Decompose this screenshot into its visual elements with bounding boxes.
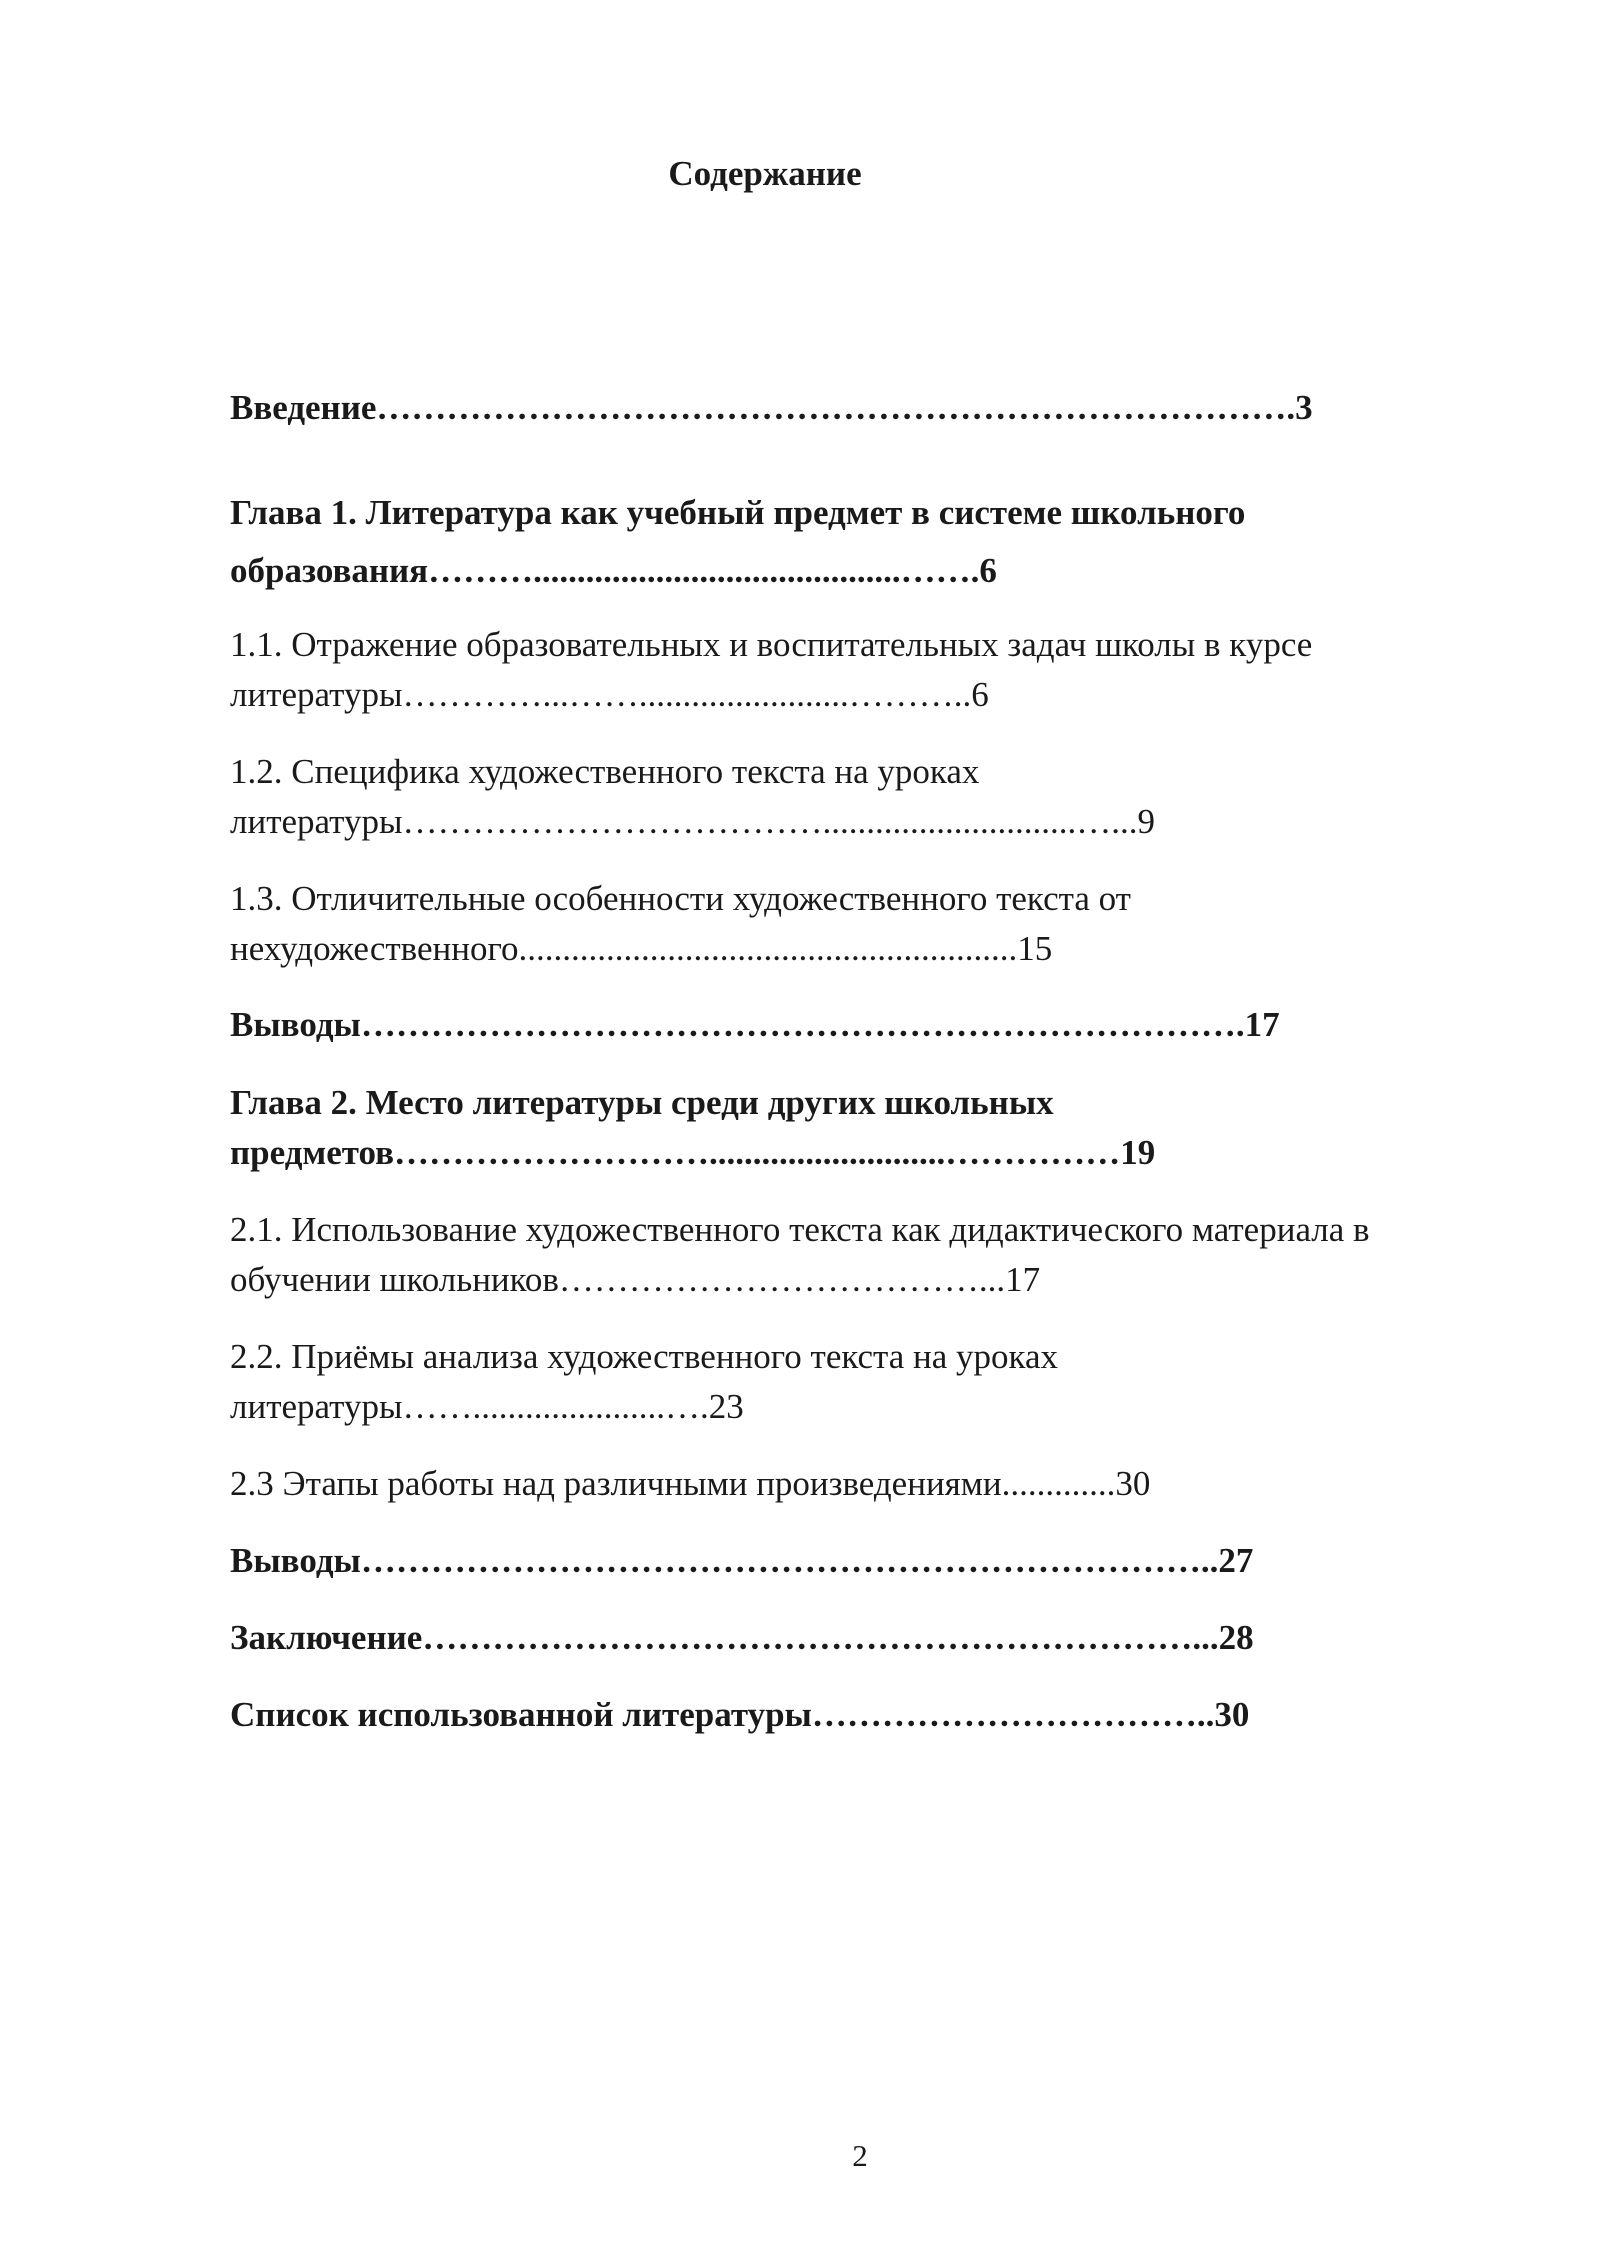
toc-entry-text-line-2: предметов………………………...........................……………19 xyxy=(230,1133,1156,1172)
toc-entry-text-line-1: 2.2. Приёмы анализа художественного текста на уроках xyxy=(230,1337,1059,1376)
toc-entry-section-2-3[interactable] xyxy=(230,1459,1510,1509)
toc-entry-text: Выводы………………………………………………………………..27 xyxy=(230,1541,1254,1580)
toc-entry-text-line-1: Глава 1. Литература как учебный предмет в системе школьного xyxy=(230,493,1246,532)
toc-entry-text-line-2: литературы……………………………….............................…...9 xyxy=(230,802,1156,841)
toc-entry-section-1-2[interactable] xyxy=(230,747,1510,847)
toc-entry-text-line-1: 1.2. Специфика художественного текста на уроках xyxy=(230,752,980,791)
toc-entry-section-2-1[interactable] xyxy=(230,1205,1510,1305)
toc-entry-text: Выводы………………………………………………………………….17 xyxy=(230,1005,1280,1044)
toc-entry-text-line-2: нехудожественного.........................................................15 xyxy=(230,929,1053,968)
toc-entry-text-line-2: литературы……......................….23 xyxy=(230,1387,744,1426)
toc-entry-text: Введение…………………………………………………………………….3 xyxy=(230,388,1313,427)
toc-entry-bibliography[interactable] xyxy=(230,1690,1510,1740)
toc-entry-conclusions-2[interactable] xyxy=(230,1536,1510,1586)
toc-entry-section-2-2[interactable] xyxy=(230,1332,1510,1432)
toc-entry-section-1-3[interactable] xyxy=(230,874,1510,974)
toc-entry-text-line-1: 1.1. Отражение образовательных и воспитательных задач школы в курсе xyxy=(230,625,1313,664)
toc-entry-conclusions-1[interactable] xyxy=(230,1000,1510,1050)
toc-entry-text-line-1: 2.1. Использование художественного текста как дидактического материала в xyxy=(230,1210,1370,1249)
toc-entry-text: 2.3 Этапы работы над различными произведениями.............30 xyxy=(230,1464,1151,1503)
toc-entry-text: Заключение…………………………………………………………...28 xyxy=(230,1618,1254,1657)
toc-entry-text-line-2: обучении школьников………………………………...17 xyxy=(230,1260,1041,1299)
toc-entry-text-line-1: 1.3. Отличительные особенности художественного текста от xyxy=(230,879,1131,918)
toc-entry-final-conclusion[interactable] xyxy=(230,1613,1510,1663)
toc-entry-section-1-1[interactable] xyxy=(230,620,1510,720)
toc-entry-chapter-1[interactable] xyxy=(230,480,1510,596)
toc-entry-text-line-1: Глава 2. Место литературы среди других школьных xyxy=(230,1083,1054,1122)
toc-entry-introduction[interactable] xyxy=(230,383,1510,433)
page-title: Содержание xyxy=(668,154,862,193)
toc-entry-text-line-2: литературы…………...……........................………..6 xyxy=(230,675,989,714)
toc-entry-text-line-2: образования………..........................................…….6 xyxy=(230,551,997,590)
toc-entry-chapter-2[interactable] xyxy=(230,1078,1510,1178)
toc-entry-text: Список использованной литературы……………………………..30 xyxy=(230,1695,1250,1734)
page-number: 2 xyxy=(852,2138,868,2173)
